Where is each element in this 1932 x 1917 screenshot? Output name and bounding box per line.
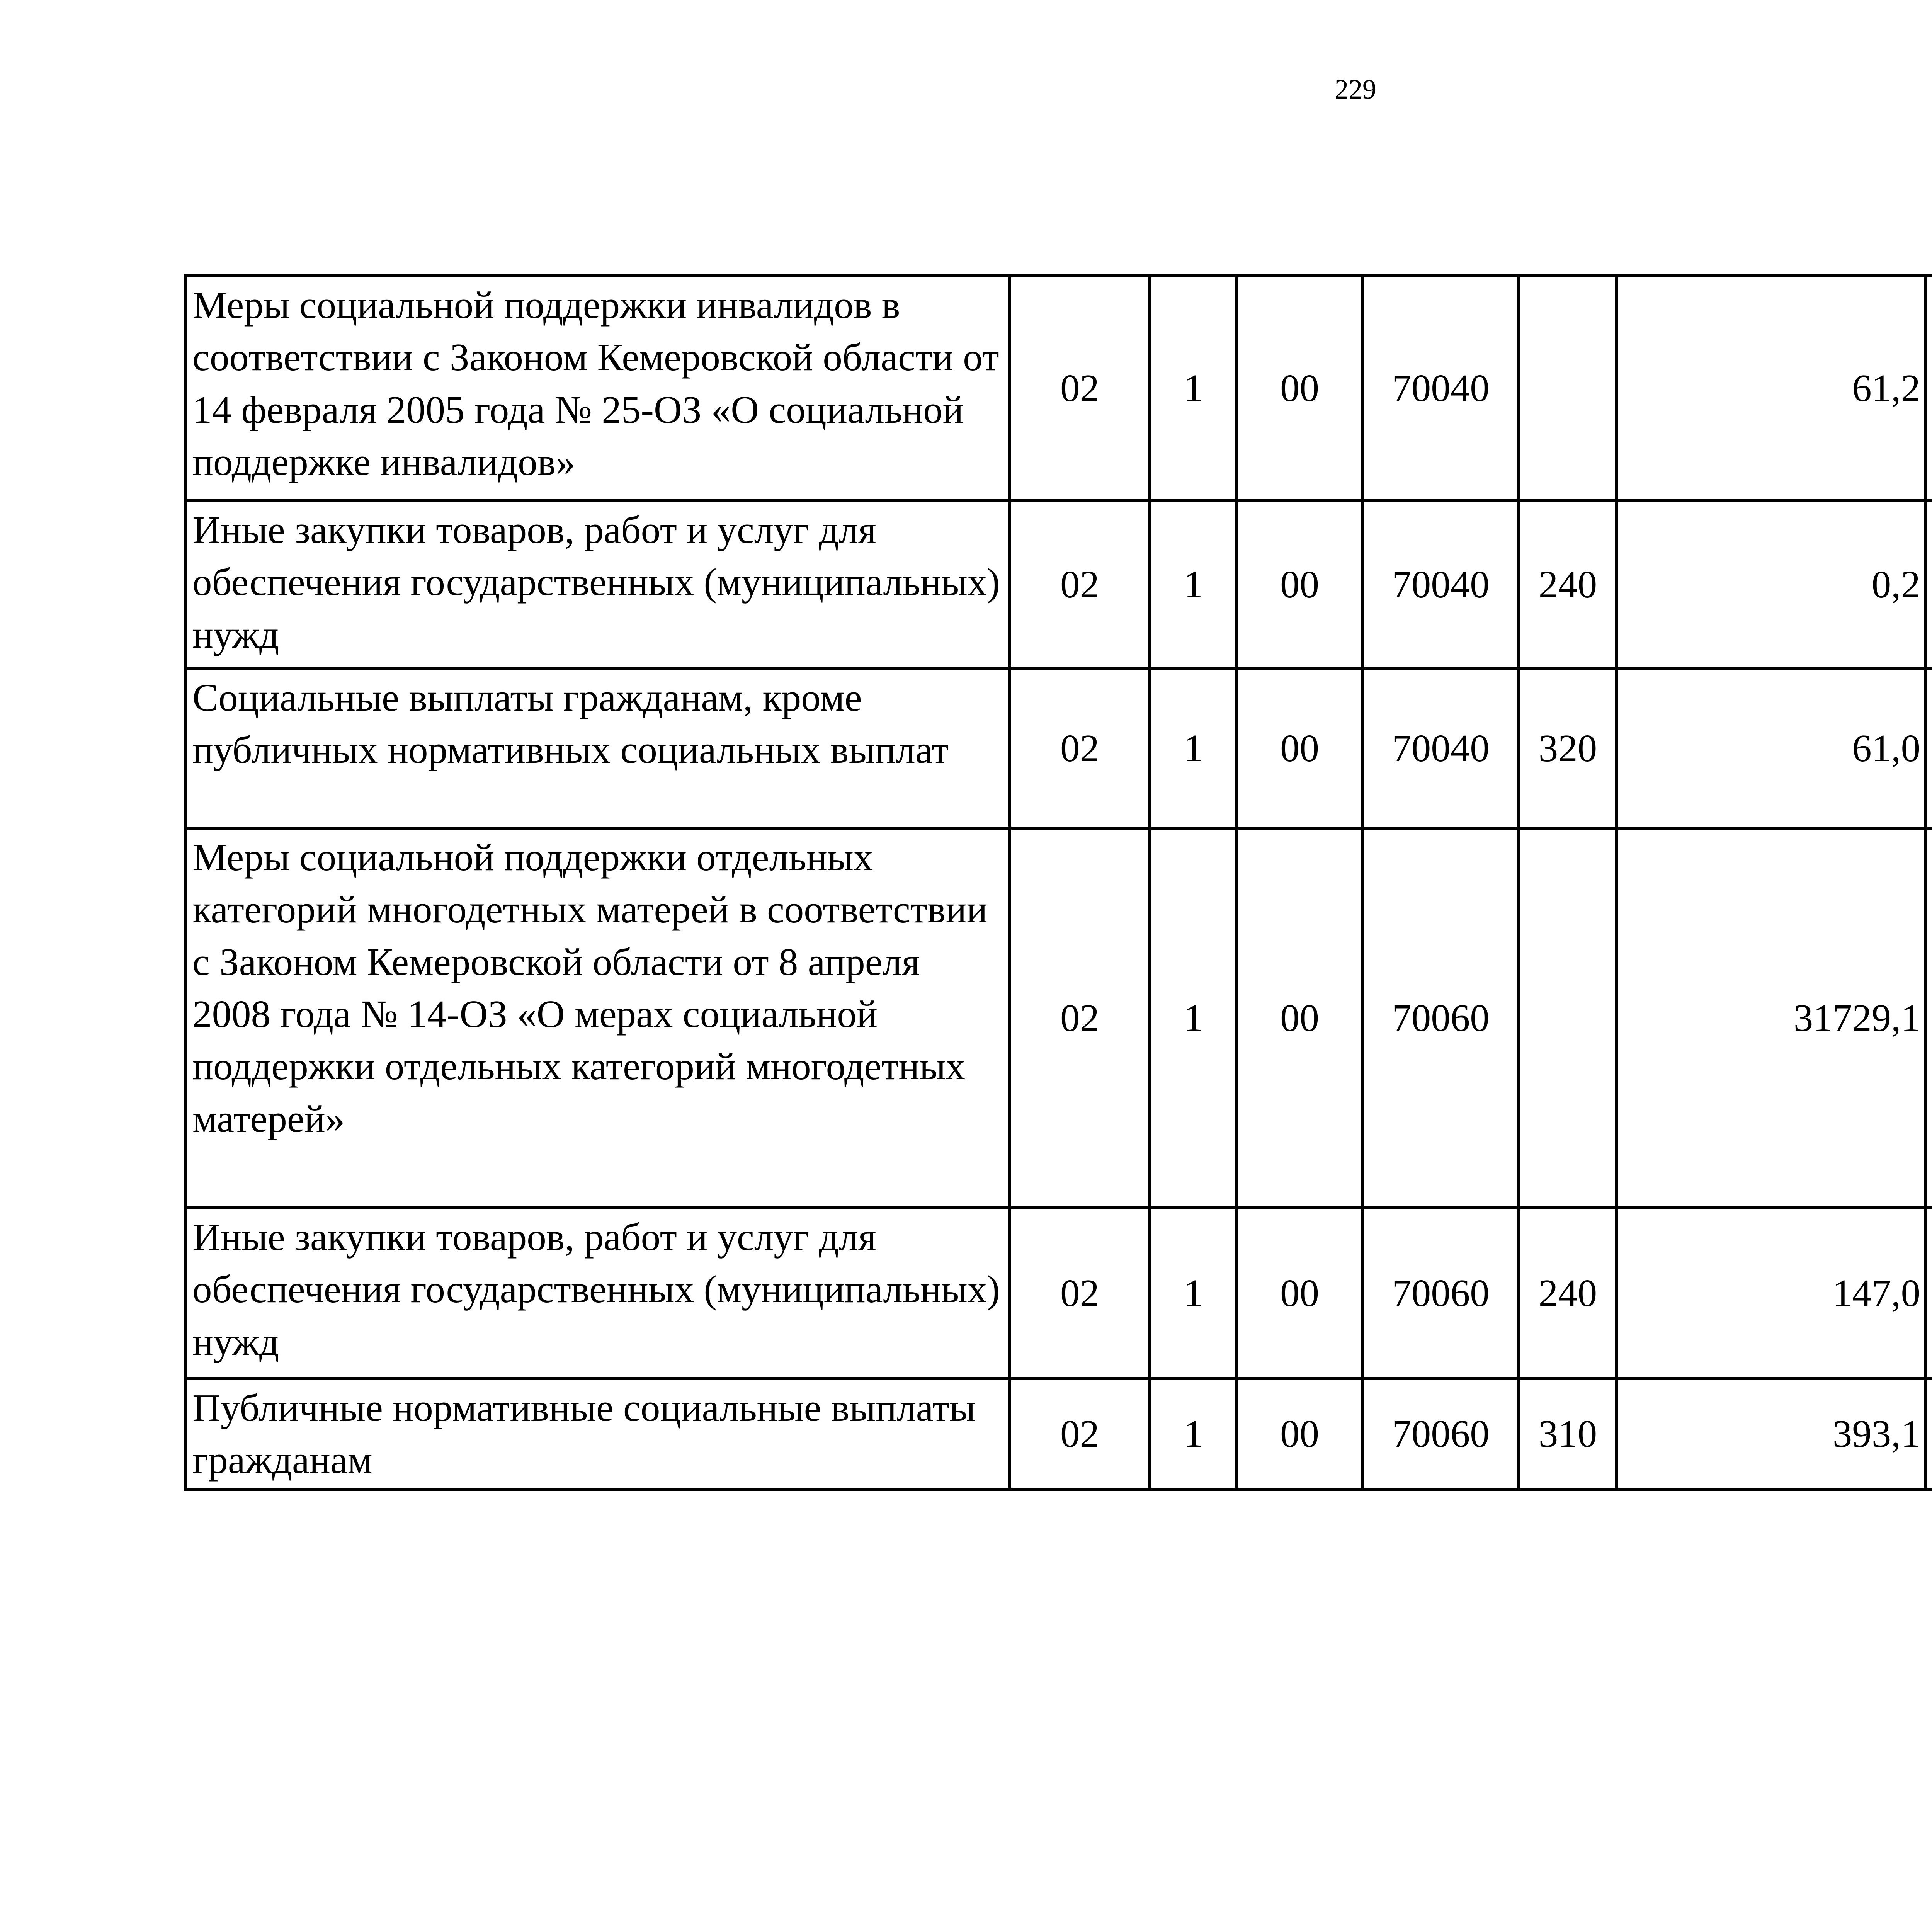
amount-cell-2 [1926, 501, 1932, 668]
subprogram-code-cell: 00 [1237, 828, 1362, 1208]
expense-type-cell: 240 [1519, 501, 1617, 668]
expense-name-cell: Социальные выплаты гражданам, кроме публичных нормативных социальных выплат [185, 668, 1010, 828]
amount-cell-1: 61,0 [1617, 668, 1926, 828]
amount-cell-2 [1926, 1379, 1932, 1489]
subprogram-code-cell: 00 [1237, 276, 1362, 501]
amount-cell-2 [1926, 1208, 1932, 1379]
amount-cell-2 [1926, 828, 1932, 1208]
amount-cell-1: 393,1 [1617, 1379, 1926, 1489]
page-number: 229 [1335, 74, 1376, 105]
section-code-cell: 02 [1010, 668, 1150, 828]
table-row [185, 668, 1932, 828]
direction-code-cell: 70060 [1362, 828, 1519, 1208]
subprogram-code-cell: 00 [1237, 1379, 1362, 1489]
program-code-cell: 1 [1150, 276, 1237, 501]
direction-code-cell: 70040 [1362, 501, 1519, 668]
table-row [185, 276, 1932, 501]
amount-cell-2 [1926, 668, 1932, 828]
section-code-cell: 02 [1010, 828, 1150, 1208]
amount-cell-1: 31729,1 [1617, 828, 1926, 1208]
subprogram-code-cell: 00 [1237, 1208, 1362, 1379]
program-code-cell: 1 [1150, 501, 1237, 668]
expense-name-cell: Иные закупки товаров, работ и услуг для обеспечения государственных (муниципальных) нужд [185, 1208, 1010, 1379]
section-code-cell: 02 [1010, 1379, 1150, 1489]
expense-type-cell: 310 [1519, 1379, 1617, 1489]
expense-name-cell: Меры социальной поддержки отдельных категорий многодетных матерей в соответствии с Законом Кемеровской области от 8 апреля 2008 года № 14-ОЗ «О мерах социальной поддержки отдельных категорий многодетных матерей» [185, 828, 1010, 1208]
direction-code-cell: 70040 [1362, 276, 1519, 501]
table-row [185, 1208, 1932, 1379]
program-code-cell: 1 [1150, 668, 1237, 828]
expense-type-cell [1519, 276, 1617, 501]
amount-cell-2 [1926, 276, 1932, 501]
program-code-cell: 1 [1150, 828, 1237, 1208]
expense-name-cell: Иные закупки товаров, работ и услуг для обеспечения государственных (муниципальных) нужд [185, 501, 1010, 668]
subprogram-code-cell: 00 [1237, 668, 1362, 828]
expense-name-cell: Меры социальной поддержки инвалидов в соответствии с Законом Кемеровской области от 14 февраля 2005 года № 25-ОЗ «О социальной поддержке инвалидов» [185, 276, 1010, 501]
section-code-cell: 02 [1010, 1208, 1150, 1379]
program-code-cell: 1 [1150, 1379, 1237, 1489]
budget-table [184, 274, 1932, 1491]
direction-code-cell: 70040 [1362, 668, 1519, 828]
table-row [185, 1379, 1932, 1489]
section-code-cell: 02 [1010, 276, 1150, 501]
program-code-cell: 1 [1150, 1208, 1237, 1379]
amount-cell-1: 0,2 [1617, 501, 1926, 668]
section-code-cell: 02 [1010, 501, 1150, 668]
direction-code-cell: 70060 [1362, 1208, 1519, 1379]
direction-code-cell: 70060 [1362, 1379, 1519, 1489]
expense-type-cell: 320 [1519, 668, 1617, 828]
expense-name-cell: Публичные нормативные социальные выплаты гражданам [185, 1379, 1010, 1489]
expense-type-cell [1519, 828, 1617, 1208]
amount-cell-1: 147,0 [1617, 1208, 1926, 1379]
amount-cell-1: 61,2 [1617, 276, 1926, 501]
table-row [185, 501, 1932, 668]
subprogram-code-cell: 00 [1237, 501, 1362, 668]
table-row [185, 828, 1932, 1208]
expense-type-cell: 240 [1519, 1208, 1617, 1379]
